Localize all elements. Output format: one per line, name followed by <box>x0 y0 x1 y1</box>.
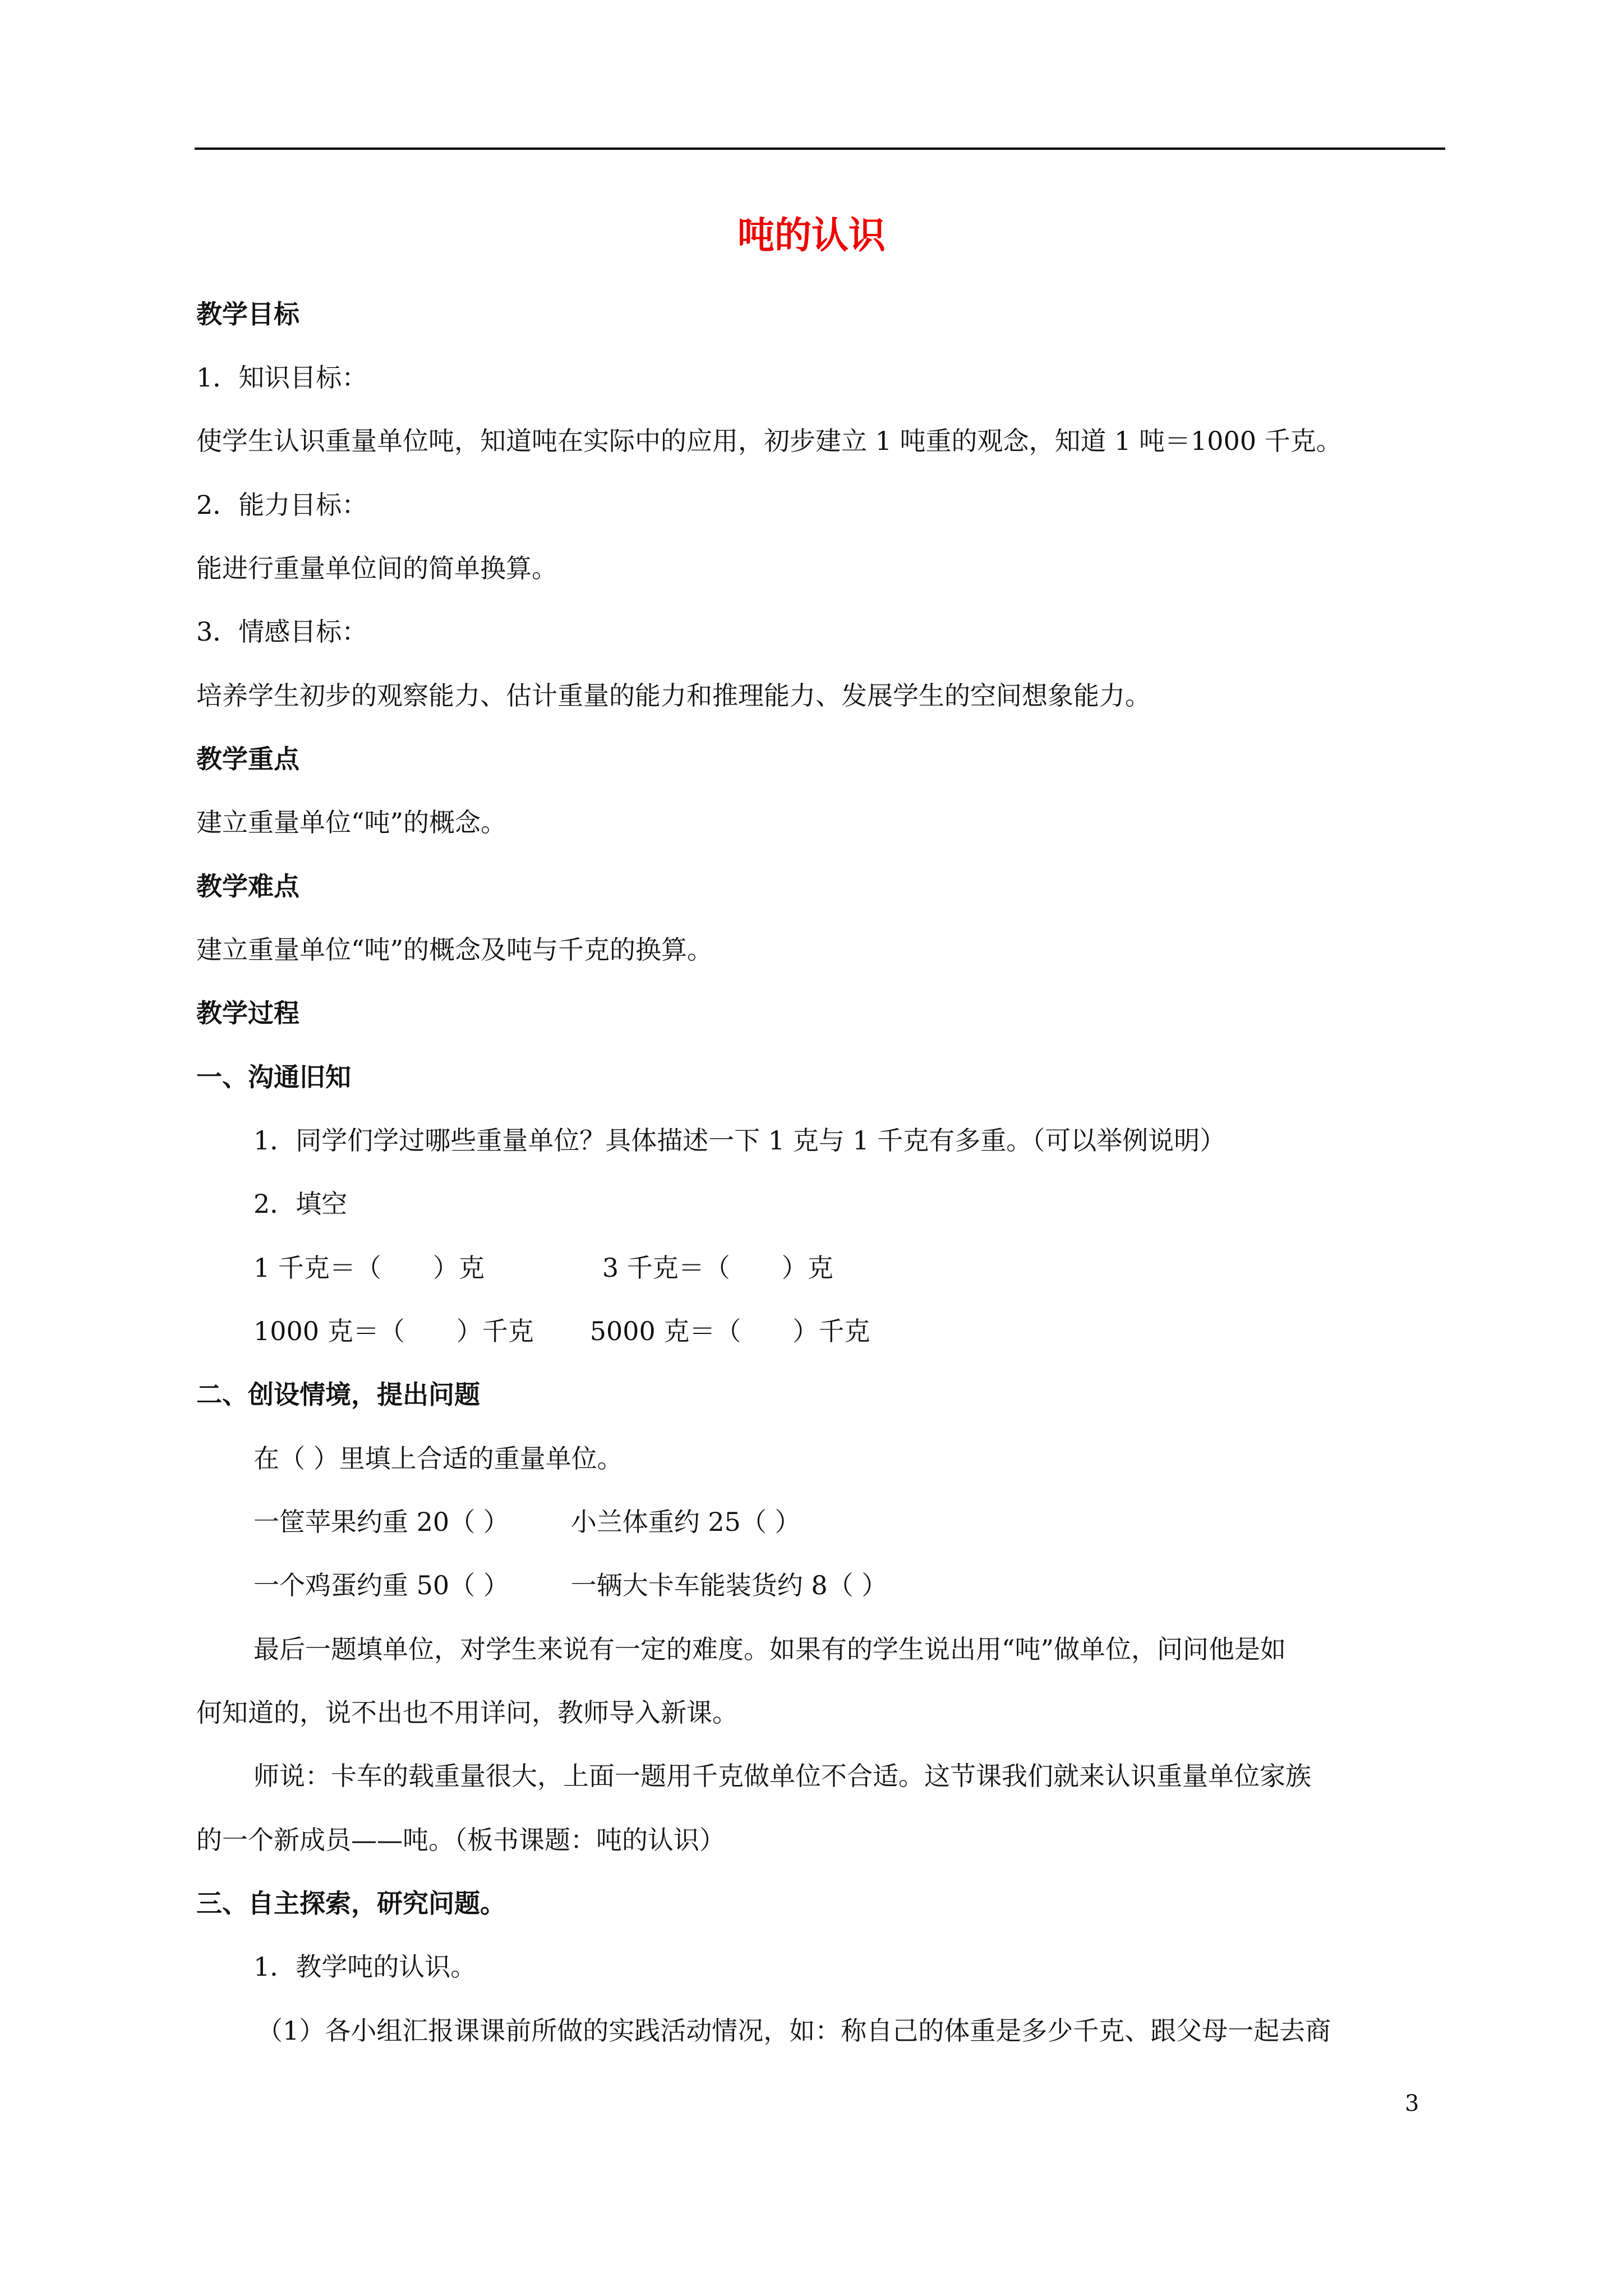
unit-row-2 <box>253 1568 1445 1602</box>
fill-blank-row-2 <box>253 1314 1445 1348</box>
unit-instruction: 在（ ）里填上合适的重量单位。 <box>253 1443 623 1474</box>
page-title: 吨的认识 <box>737 214 886 257</box>
fill-blank-3: 1000 克＝（ ）千克 <box>253 1316 534 1346</box>
paragraph-2-line-1: 师说：卡车的载重量很大，上面一题用千克做单位不合适。这节课我们就来认识重量单位家族 <box>253 1761 1311 1791</box>
key-point-text: 建立重量单位“吨”的概念。 <box>196 807 507 838</box>
unit-item-3: 一个鸡蛋约重 50（ ） <box>253 1570 509 1600</box>
fill-blank-1: 1 千克＝（ ）克 <box>253 1253 485 1283</box>
emotion-goal-text: 培养学生初步的观察能力、估计重量的能力和推理能力、发展学生的空间想象能力。 <box>196 680 1151 711</box>
knowledge-goal-label: 1．知识目标： <box>196 362 368 393</box>
fill-blank-row-1 <box>253 1251 1445 1285</box>
unit-item-1: 一筐苹果约重 20（ ） <box>253 1507 509 1537</box>
emotion-goal-label: 3．情感目标： <box>196 616 368 647</box>
fill-blank-2: 3 千克＝（ ）克 <box>602 1253 833 1283</box>
paragraph-1-line-1: 最后一题填单位，对学生来说有一定的难度。如果有的学生说出用“吨”做单位，问问他是如 <box>253 1634 1287 1664</box>
paragraph-2-line-2: 的一个新成员——吨。（板书课题：吨的认识） <box>196 1825 725 1855</box>
section-3-heading: 三、自主探索，研究问题。 <box>196 1888 506 1918</box>
page-number: 3 <box>1405 2091 1419 2116</box>
heading-process: 教学过程 <box>196 998 299 1028</box>
ability-goal-label: 2．能力目标： <box>196 490 368 520</box>
fill-blank-label: 2．填空 <box>253 1189 348 1219</box>
knowledge-goal-text: 使学生认识重量单位吨，知道吨在实际中的应用，初步建立 1 吨重的观念，知道 1 吨＝1000 千克。 <box>196 426 1342 456</box>
unit-item-2: 小兰体重约 25（ ） <box>570 1507 801 1537</box>
heading-teaching-goals: 教学目标 <box>196 299 299 329</box>
section-1-heading: 一、沟通旧知 <box>196 1062 351 1092</box>
section-2-heading: 二、创设情境，提出问题 <box>196 1379 480 1410</box>
heading-difficulty: 教学难点 <box>196 871 299 901</box>
unit-row-1 <box>253 1505 1445 1539</box>
section-3-item-1: 1．教学吨的认识。 <box>253 1952 477 1982</box>
difficulty-text: 建立重量单位“吨”的概念及吨与千克的换算。 <box>196 935 713 965</box>
ability-goal-text: 能进行重量单位间的简单换算。 <box>196 553 557 583</box>
section-3-item-1-sub-1: （1）各小组汇报课课前所做的实践活动情况，如：称自己的体重是多少千克、跟父母一起去商 <box>257 2016 1331 2046</box>
section-1-question: 1．同学们学过哪些重量单位？具体描述一下 1 克与 1 千克有多重。（可以举例说明） <box>253 1125 1226 1156</box>
paragraph-1-line-2: 何知道的，说不出也不用详问，教师导入新课。 <box>196 1697 738 1728</box>
fill-blank-4: 5000 克＝（ ）千克 <box>589 1316 870 1346</box>
header-rule <box>195 148 1445 150</box>
unit-item-4: 一辆大卡车能装货约 8（ ） <box>570 1570 888 1600</box>
heading-key-point: 教学重点 <box>196 744 299 774</box>
